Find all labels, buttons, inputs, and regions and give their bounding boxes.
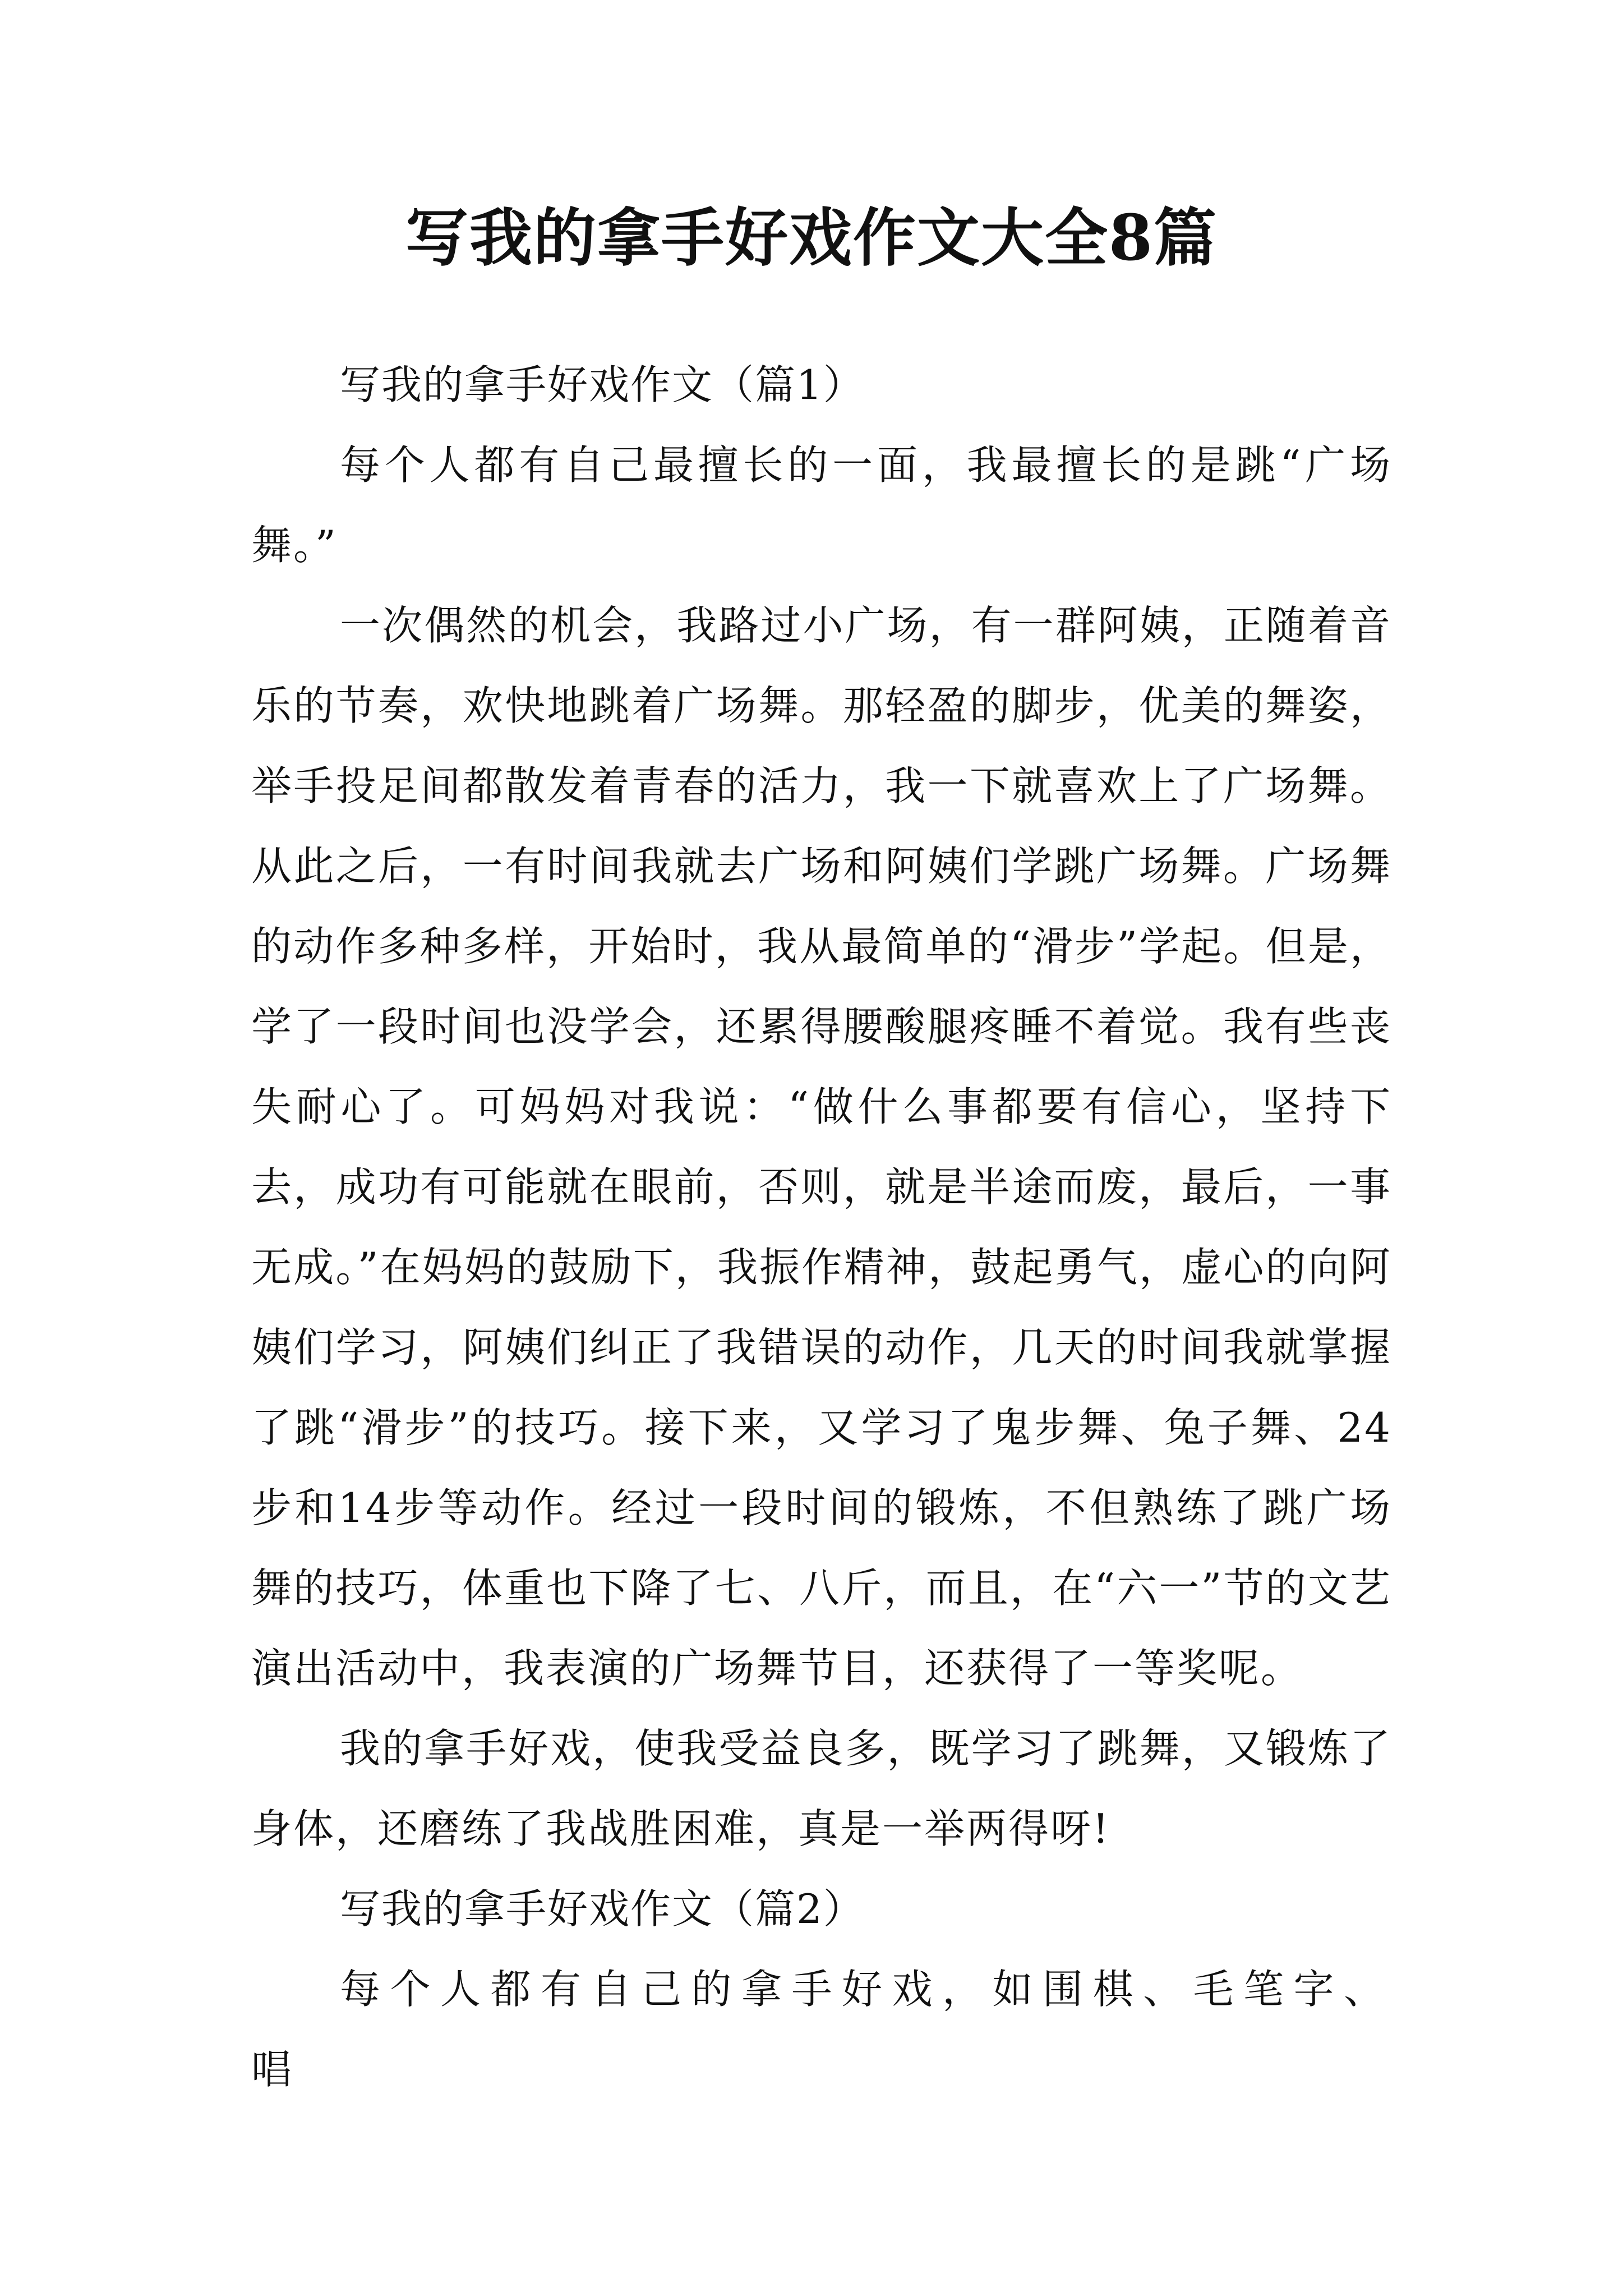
paragraph: 每个人都有自己的拿手好戏，如围棋、毛笔字、唱 [251, 1966, 1392, 2093]
paragraph: 一次偶然的机会，我路过小广场，有一群阿姨，正随着音乐的节奏，欢快地跳着广场舞。那轻盈的脚步，优美的舞姿，举手投足间都散发着青春的活力，我一下就喜欢上了广场舞。从此之后，一有时间我就去广场和阿姨们学跳广场舞。广场舞的动作多种多样，开始时，我从最简单的“滑步”学起。但是，学了一段时间也没学会，还累得腰酸腿疼睡不着觉。我有些丧失耐心了。可妈妈对我说：“做什么事都要有信心，坚持下去，成功有可能就在眼前，否则，就是半途而废，最后，一事无成。”在妈妈的鼓励下，我振作精神，鼓起勇气，虚心的向阿姨们学习，阿姨们纠正了我错误的动作，几天的时间我就掌握了跳“滑步”的技巧。接下来，又学习了鬼步舞、兔子舞、24步和14步等动作。经过一段时间的锻炼，不但熟练了跳广场舞的技巧，体重也下降了七、八斤，而且，在“六一”节的文艺演出活动中，我表演的广场舞节目，还获得了一等奖呢。 [251, 602, 1392, 1692]
document-body [251, 345, 1392, 2110]
paragraph: 每个人都有自己最擅长的一面，我最擅长的是跳“广场舞。” [251, 441, 1392, 569]
section-heading-2: 写我的拿手好戏作文（篇2） [340, 1885, 865, 1932]
document-title: 写我的拿手好戏作文大全8篇 [405, 201, 1218, 275]
section-heading-1: 写我的拿手好戏作文（篇1） [340, 361, 865, 408]
paragraph: 我的拿手好戏，使我受益良多，既学习了跳舞，又锻炼了身体，还磨练了我战胜困难，真是一举两得呀! [251, 1725, 1392, 1852]
